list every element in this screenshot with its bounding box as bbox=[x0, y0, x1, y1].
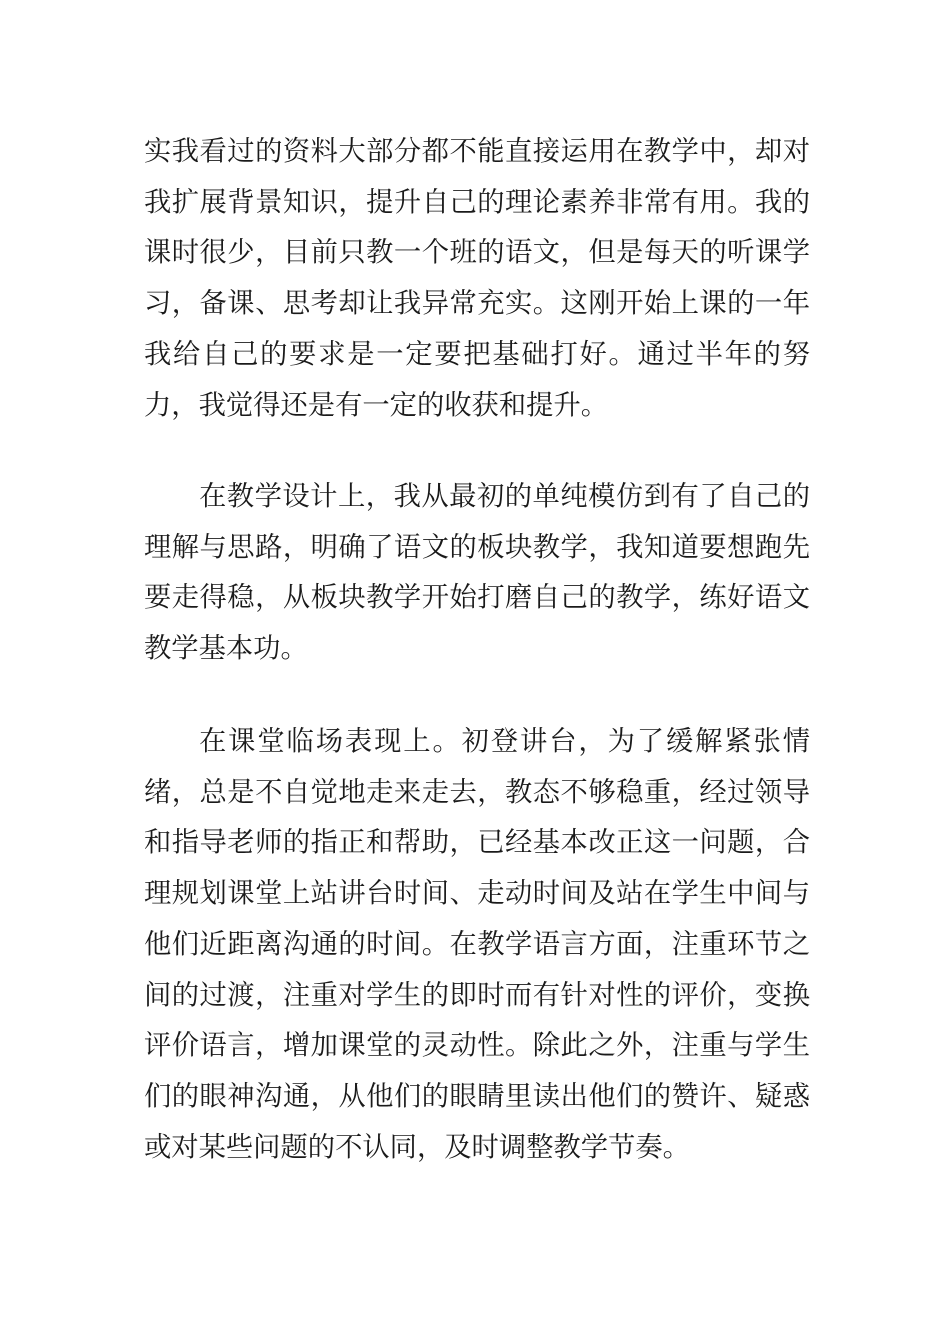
paragraph-classroom-performance: 在课堂临场表现上。初登讲台，为了缓解紧张情绪，总是不自觉地走来走去，教态不够稳重，经过领导和指导老师的指正和帮助，已经基本改正这一问题，合理规划课堂上站讲台时间、走动时间及站在学生中间与他们近距离沟通的时间。在教学语言方面，注重环节之间的过渡，注重对学生的即时而有针对性的评价，变换评价语言，增加课堂的灵动性。除此之外，注重与学生们的眼神沟通，从他们的眼睛里读出他们的赞许、疑惑或对某些问题的不认同，及时调整教学节奏。 bbox=[144, 726, 810, 1163]
paragraph-teaching-design: 在教学设计上，我从最初的单纯模仿到有了自己的理解与思路，明确了语文的板块教学，我知道要想跑先要走得稳，从板块教学开始打磨自己的教学，练好语文教学基本功。 bbox=[144, 481, 810, 665]
paragraph-reflection-intro: 实我看过的资料大部分都不能直接运用在教学中，却对我扩展背景知识，提升自己的理论素养非常有用。我的课时很少，目前只教一个班的语文，但是每天的听课学习，备课、思考却让我异常充实。这刚开始上课的一年我给自己的要求是一定要把基础打好。通过半年的努力，我觉得还是有一定的收获和提升。 bbox=[144, 136, 810, 421]
